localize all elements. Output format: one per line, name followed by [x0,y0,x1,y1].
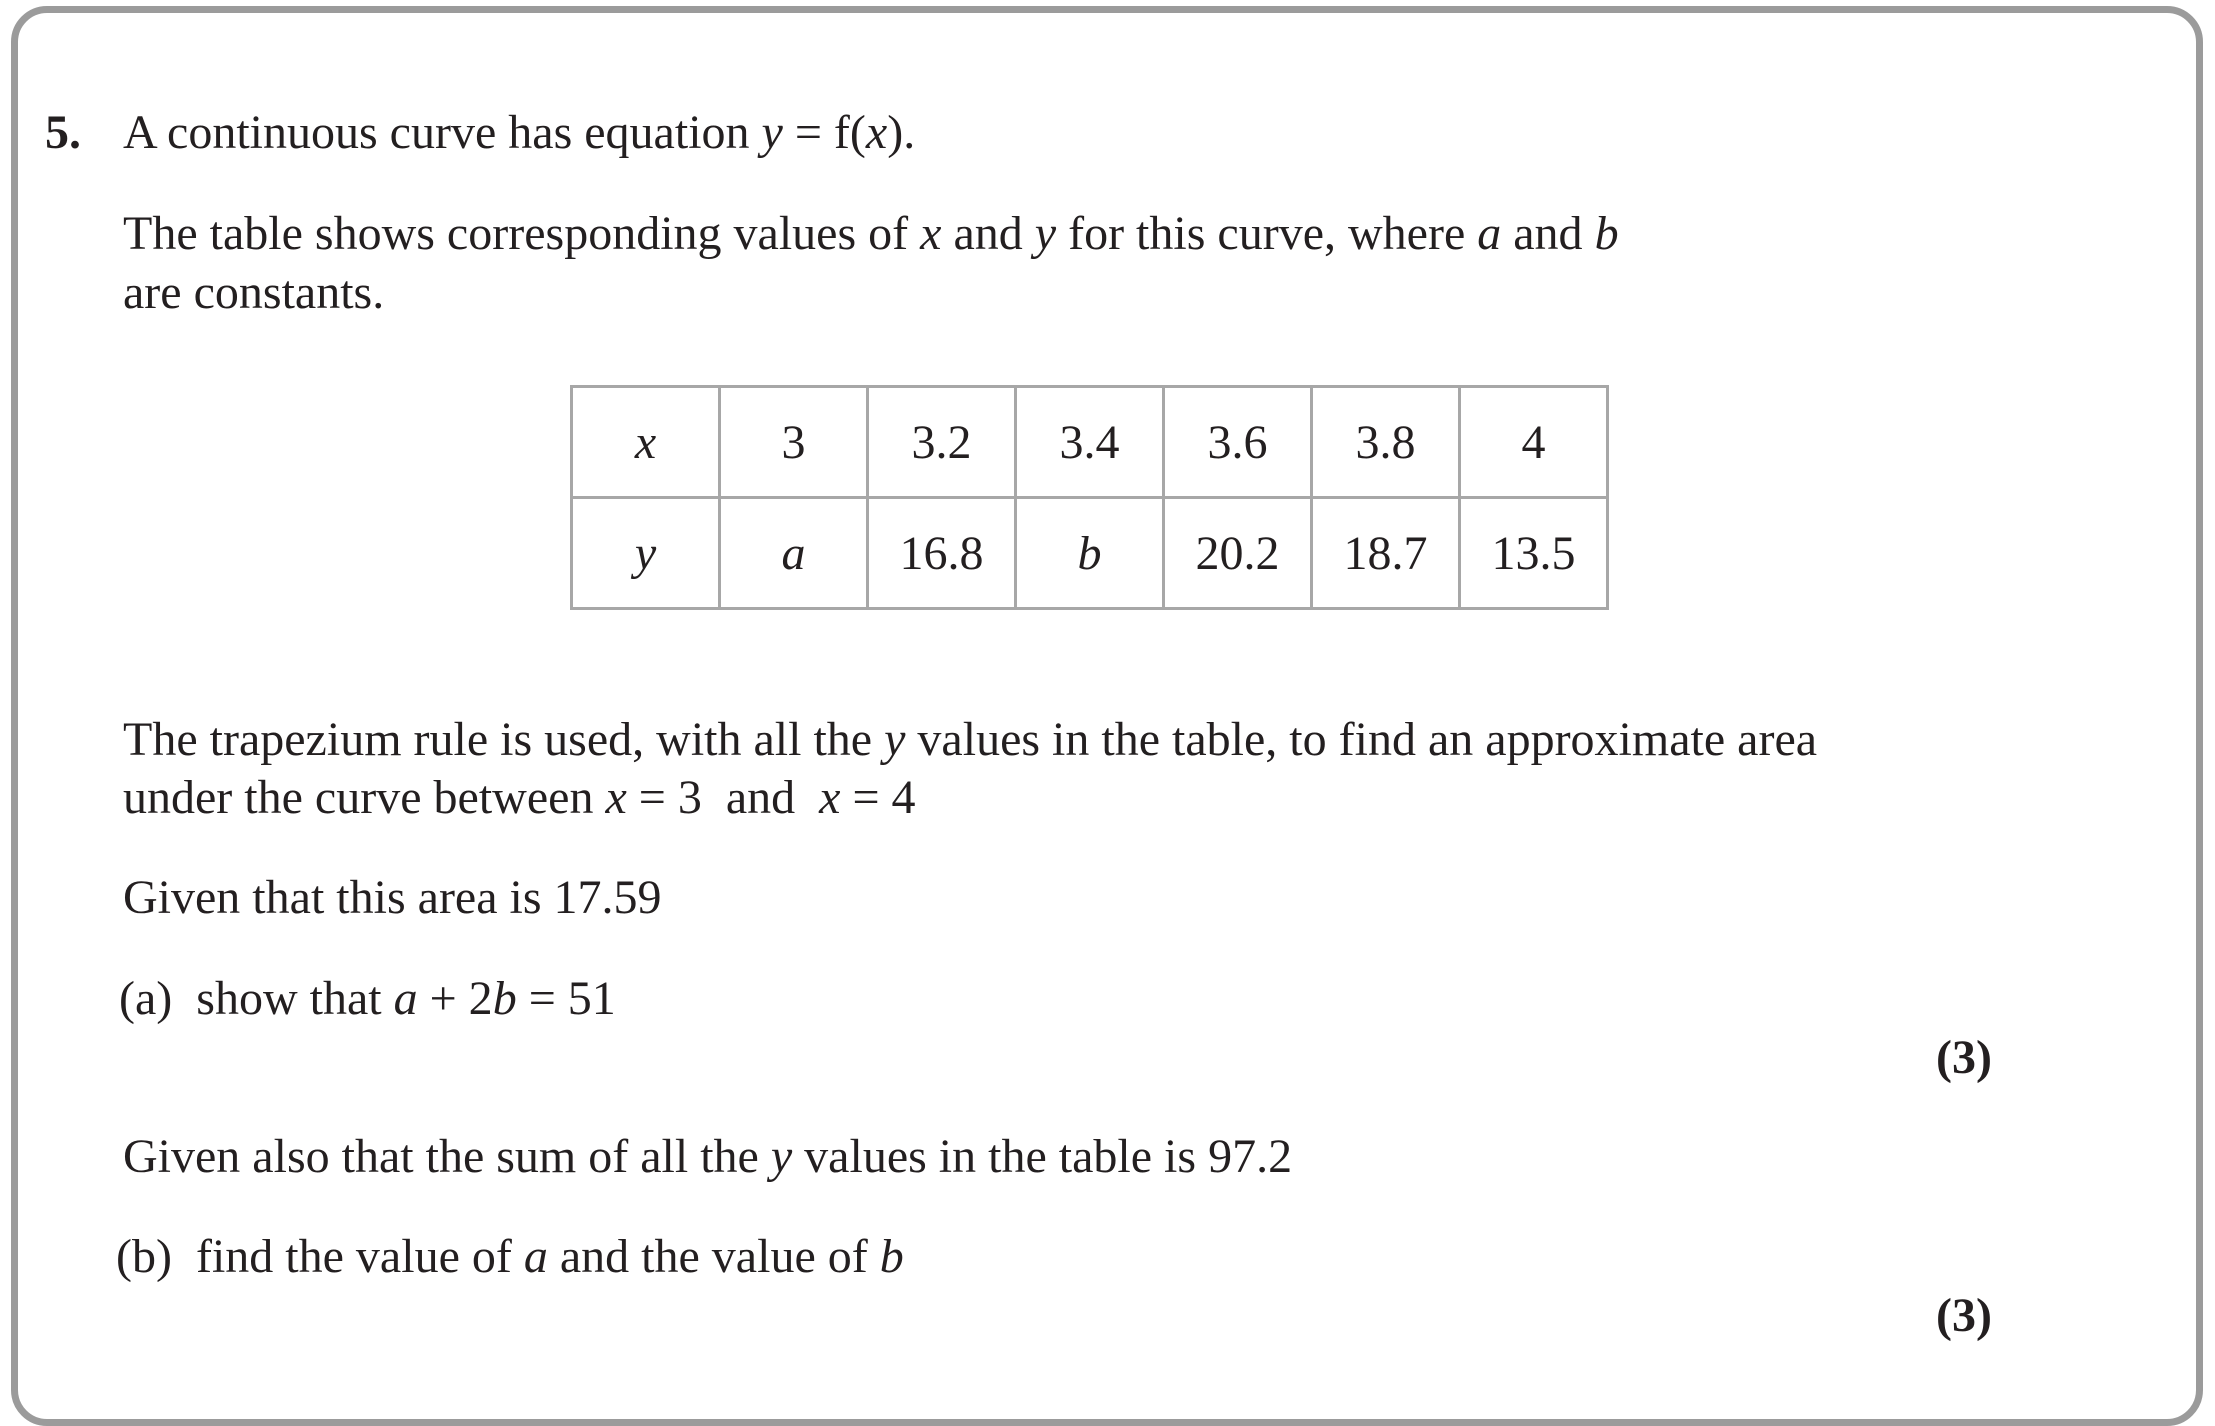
intro-line: A continuous curve has equation y = f(x). [123,106,916,159]
part-b-label: (b) [116,1230,172,1283]
trapezium-line-2: under the curve between x = 3 and x = 4 [123,771,916,824]
table-cell: a [720,498,868,609]
table-cell: 18.7 [1312,498,1460,609]
table-cell: 3 [720,387,868,498]
table-intro-line-1: The table shows corresponding values of x and y for this curve, where a and b [123,207,1619,260]
table-cell: y [572,498,720,609]
table-cell: 20.2 [1164,498,1312,609]
part-a: (a) show that a + 2b = 51 [119,972,616,1025]
table-intro-line-2: are constants. [123,266,385,319]
part-b: (b) find the value of a and the value of b [116,1230,904,1283]
table-cell: 13.5 [1460,498,1608,609]
trapezium-line-1: The trapezium rule is used, with all the y values in the table, to find an approximate area [123,713,1818,766]
table-row-x [572,387,1608,498]
table-cell: 3.4 [1016,387,1164,498]
table-cell: 4 [1460,387,1608,498]
table-row-y [572,498,1608,609]
table-cell: b [1016,498,1164,609]
table-cell: 16.8 [868,498,1016,609]
part-a-label: (a) [119,972,173,1025]
table-cell: x [572,387,720,498]
table-cell: 3.8 [1312,387,1460,498]
question-number: 5. [45,106,81,159]
part-a-marks: (3) [1936,1031,1992,1084]
table-cell: 3.2 [868,387,1016,498]
values-table [570,385,1609,610]
given-area: Given that this area is 17.59 [123,871,662,924]
part-b-marks: (3) [1936,1289,1992,1342]
table-cell: 3.6 [1164,387,1312,498]
given-sum: Given also that the sum of all the y values in the table is 97.2 [123,1130,1293,1183]
